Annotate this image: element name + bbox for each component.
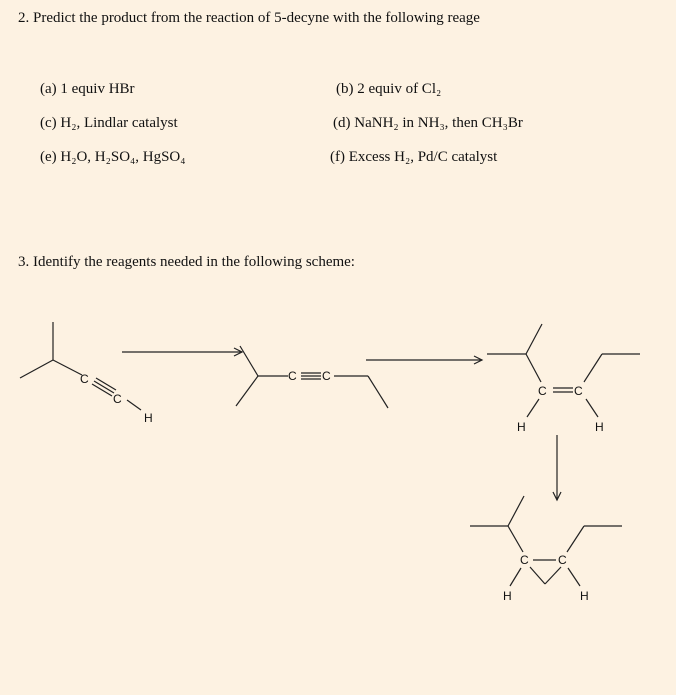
mol1-carbon-label-1: C — [80, 372, 89, 386]
mol3-c1-label: C — [538, 384, 547, 398]
option-b: (b) 2 equiv of Cl₂ — [336, 81, 442, 97]
mol3-h2-label: H — [595, 420, 604, 434]
reaction-arrow-1 — [122, 348, 242, 356]
molecule-2-structure — [236, 346, 388, 408]
molecule-1-structure — [20, 322, 141, 410]
molecule-3-structure — [487, 324, 640, 417]
reaction-arrow-2 — [366, 356, 482, 364]
mol4-h2-label: H — [580, 589, 589, 603]
mol2-carbon-left: C — [288, 369, 297, 383]
option-c: (c) H₂, Lindlar catalyst — [40, 115, 178, 131]
question-2-prompt: 2. Predict the product from the reaction of 5-decyne with the following reage — [18, 10, 480, 26]
option-f: (f) Excess H₂, Pd/C catalyst — [330, 149, 498, 165]
reaction-arrow-3 — [553, 435, 561, 500]
option-d: (d) NaNH₂ in NH₃, then CH₃Br — [333, 115, 523, 131]
mol3-h1-label: H — [517, 420, 526, 434]
option-a: (a) 1 equiv HBr — [40, 81, 135, 97]
mol3-c2-label: C — [574, 384, 583, 398]
question-3-prompt: 3. Identify the reagents needed in the following scheme: — [18, 254, 355, 270]
mol4-c2-label: C — [558, 553, 567, 567]
mol2-carbon-right: C — [322, 369, 331, 383]
mol4-c1-label: C — [520, 553, 529, 567]
mol1-carbon-label-2: C — [113, 392, 122, 406]
mol4-h1-label: H — [503, 589, 512, 603]
option-e: (e) H₂O, H₂SO₄, HgSO₄ — [40, 149, 186, 165]
mol1-h-label: H — [144, 411, 153, 425]
molecule-4-structure — [470, 496, 622, 586]
